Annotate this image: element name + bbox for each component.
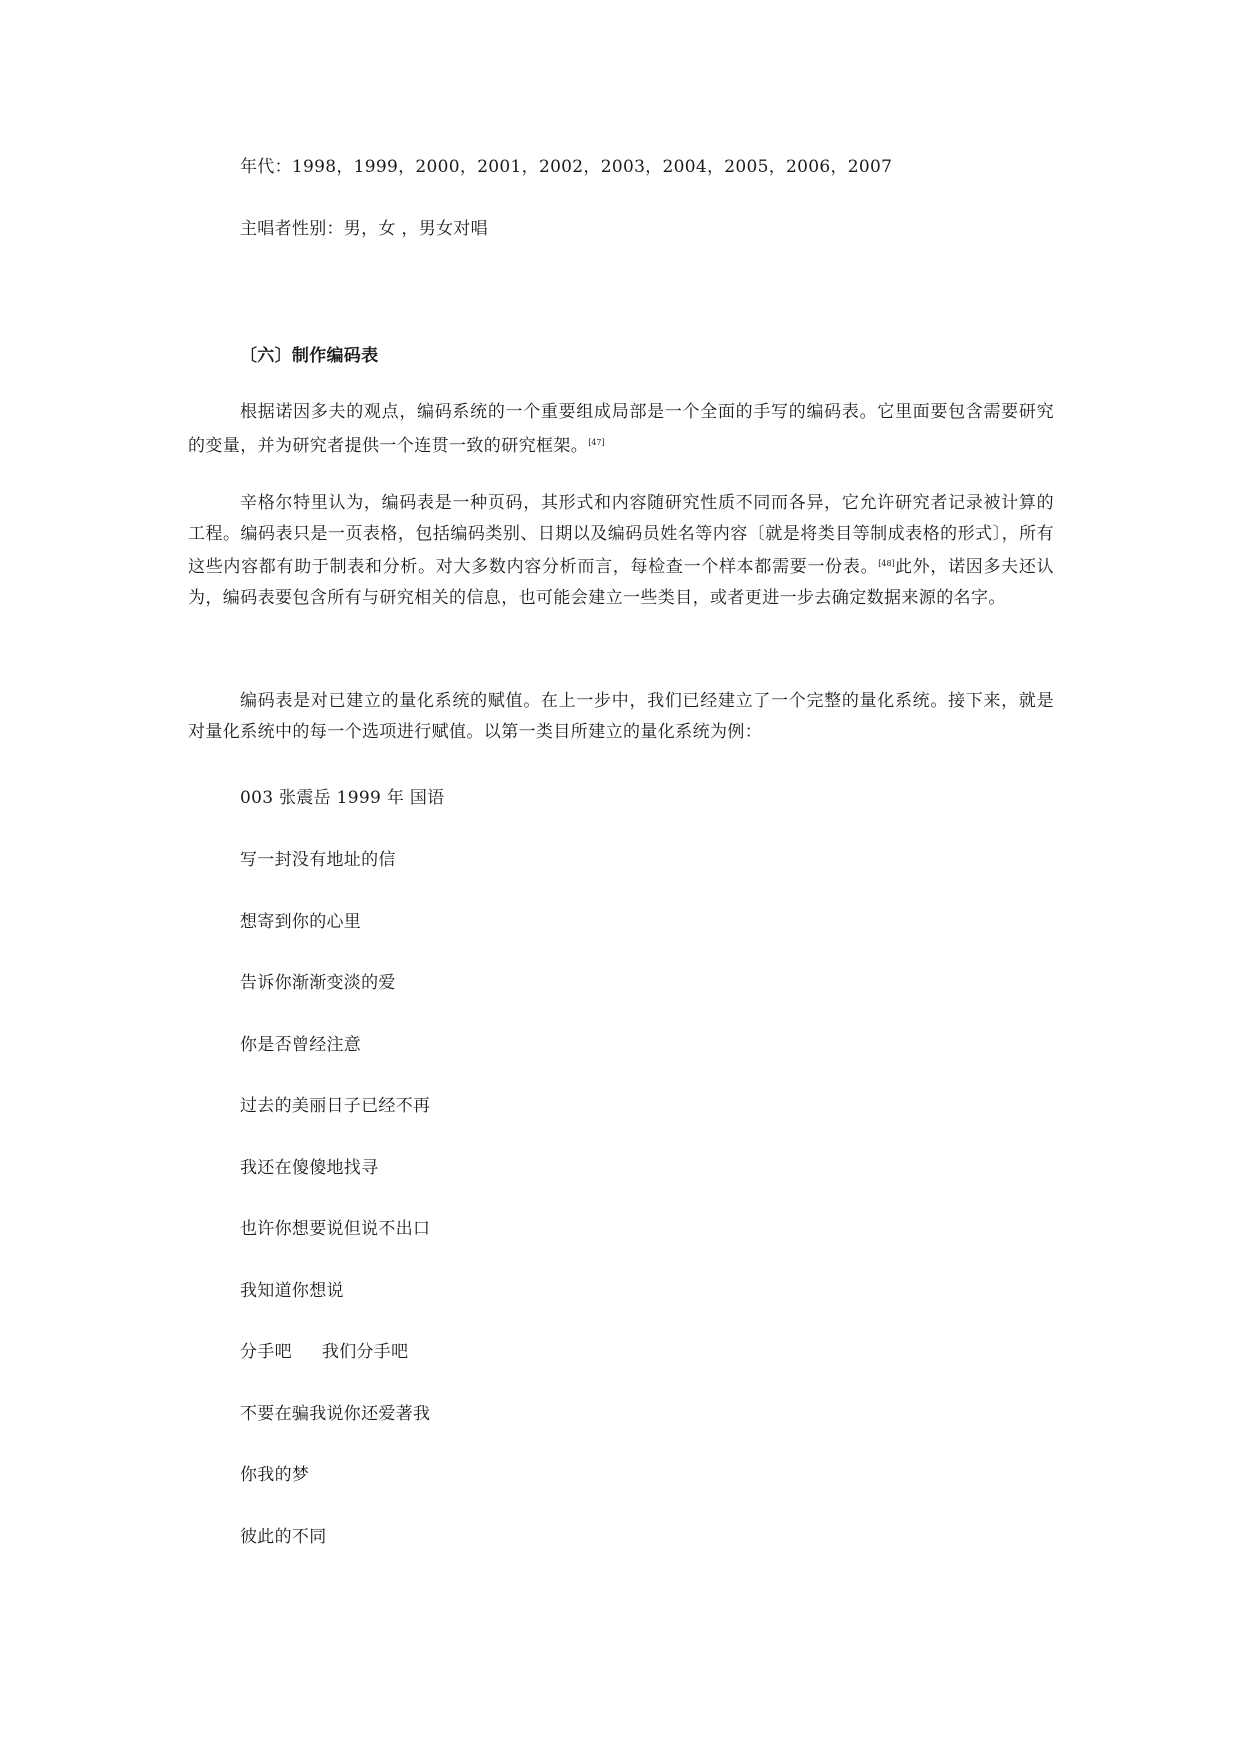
paragraph-2-text-a: 辛格尔特里认为，编码表是一种页码，其形式和内容随研究性质不同而各异，它允许研究者记录被计算的工程。编码表只是一页表格，包括编码类别、日期以及编码员姓名等内容〔就是将类目等制成表格的形式〕，所有这些内容都有助于制表和分析。对大多数内容分析而言，每检查一个样本都需要一份表。	[188, 493, 1054, 577]
paragraph-3	[188, 686, 1054, 747]
lyric-line: 也许你想要说但说不出口	[240, 1219, 431, 1239]
paragraph-1-text: 根据诺因多夫的观点，编码系统的一个重要组成局部是一个全面的手写的编码表。它里面要包含需要研究的变量，并为研究者提供一个连贯一致的研究框架。	[188, 402, 1054, 456]
lyric-line: 不要在骗我说你还爱著我	[240, 1404, 431, 1424]
lyric-line: 你是否曾经注意	[240, 1035, 362, 1055]
lyric-line: 告诉你渐渐变淡的爱	[240, 973, 396, 993]
lyric-line: 彼此的不同	[240, 1527, 327, 1547]
paragraph-1	[188, 397, 1054, 461]
lyric-split-b: 我们分手吧	[321, 1342, 409, 1362]
lyric-line: 过去的美丽日子已经不再	[240, 1096, 431, 1116]
lyric-line: 我知道你想说	[240, 1281, 344, 1301]
paragraph-3-text: 编码表是对已建立的量化系统的赋值。在上一步中，我们已经建立了一个完整的量化系统。接下来，就是对量化系统中的每一个选项进行赋值。以第一类目所建立的量化系统为例：	[188, 691, 1054, 742]
section-heading: 〔六〕制作编码表	[240, 346, 379, 366]
lyric-split-a: 分手吧	[240, 1342, 292, 1362]
lyric-line-split	[240, 1342, 408, 1362]
citation-ref-48: [48]	[878, 559, 895, 568]
singer-gender-line: 主唱者性别：男，女 ，男女对唱	[240, 219, 488, 239]
lyric-line: 想寄到你的心里	[240, 912, 362, 932]
years-line: 年代：1998，1999，2000，2001，2002，2003，2004，2005，2006，2007	[240, 157, 893, 177]
paragraph-2-text-b: 此外，诺因多夫还认为，编码表要包含所有与研究相关的信息，也可能会建立一些类目，或者更进一步去确定数据来源的名字。	[188, 557, 1054, 608]
paragraph-2	[188, 488, 1054, 613]
song-header: 003 张震岳 1999 年 国语	[240, 788, 445, 808]
lyric-line: 写一封没有地址的信	[240, 850, 396, 870]
citation-ref-47: [47]	[588, 437, 605, 447]
lyric-line: 你我的梦	[240, 1465, 310, 1485]
lyric-line: 我还在傻傻地找寻	[240, 1158, 379, 1178]
